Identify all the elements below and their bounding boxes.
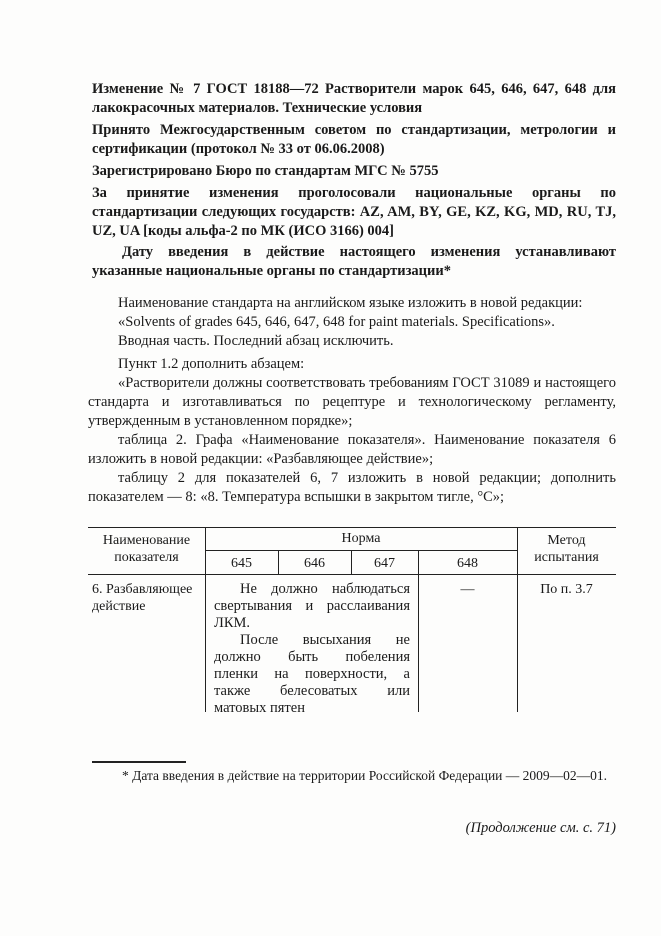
header-norm: Норма <box>341 531 381 546</box>
effective-date-note: Дату введения в действие настоящего изменения устанавливают указанные национальные органы по стандартизации* <box>92 244 616 279</box>
row-norm-text-b: После высыхания не должно быть побеления пленки на поверхности, а также белесоватых или матовых пятен <box>214 632 410 716</box>
row-grade-648-value: — <box>460 582 475 597</box>
paragraph-english-title: Наименование стандарта на английском языке изложить в новой редакции: <box>118 295 583 311</box>
header-test-method: Метод испытания <box>534 533 599 565</box>
paragraph-table-update: таблицу 2 для показателей 6, 7 изложить в новой редакции; дополнить показателем — 8: «8. Температура вспышки в закрытом тигле, °С»; <box>88 470 616 505</box>
footnote: * Дата введения в действие на территории Российской Федерации — 2009—02—01. <box>122 768 608 783</box>
continuation-note: (Продолжение см. с. 71) <box>465 820 616 836</box>
header-grade-646: 646 <box>304 556 325 571</box>
paragraph-requirement: «Растворители должны соответствовать требованиям ГОСТ 31089 и настоящего стандарта и изготавливаться по рецептуре и технологическому регламенту, утвержденным в установленном порядке»; <box>88 375 616 429</box>
adoption-note: Принято Межгосударственным советом по стандартизации, метрологии и сертификации (протокол № 33 от 06.06.2008) <box>92 122 616 157</box>
change-title: Изменение № 7 ГОСТ 18188—72 Растворители марок 645, 646, 647, 648 для лакокрасочных материалов. Технические условия <box>92 81 616 116</box>
footnote-rule <box>92 761 186 763</box>
header-indicator-name: Наименование показателя <box>102 533 191 565</box>
row-norm-text-a: Не должно наблюдаться свертывания и расслаивания ЛКМ. <box>214 581 410 631</box>
change-body <box>88 294 616 507</box>
row-test-method: По п. 3.7 <box>540 582 593 597</box>
header-grade-648: 648 <box>457 556 478 571</box>
paragraph-intro: Вводная часть. Последний абзац исключить. <box>118 333 394 349</box>
paragraph-english-title-text: «Solvents of grades 645, 646, 647, 648 for paint materials. Specifications». <box>118 314 555 330</box>
row-indicator-name: 6. Разбавляющее действие <box>92 582 193 614</box>
voting-note: За принятие изменения проголосовали национальные органы по стандартизации следующих государств: AZ, AM, BY, GE, KZ, KG, MD, RU, TJ, UZ, UA [коды альфа-2 по МК (ИСО 3166) 004] <box>92 185 616 239</box>
paragraph-clause: Пункт 1.2 дополнить абзацем: <box>118 356 305 372</box>
header-grade-647: 647 <box>374 556 395 571</box>
header-grade-645: 645 <box>231 556 252 571</box>
registration-note: Зарегистрировано Бюро по стандартам МГС № 5755 <box>92 163 439 179</box>
paragraph-table-name: таблица 2. Графа «Наименование показателя». Наименование показателя 6 изложить в новой редакции: «Разбавляющее действие»; <box>88 432 616 467</box>
indicator-table <box>88 527 616 716</box>
